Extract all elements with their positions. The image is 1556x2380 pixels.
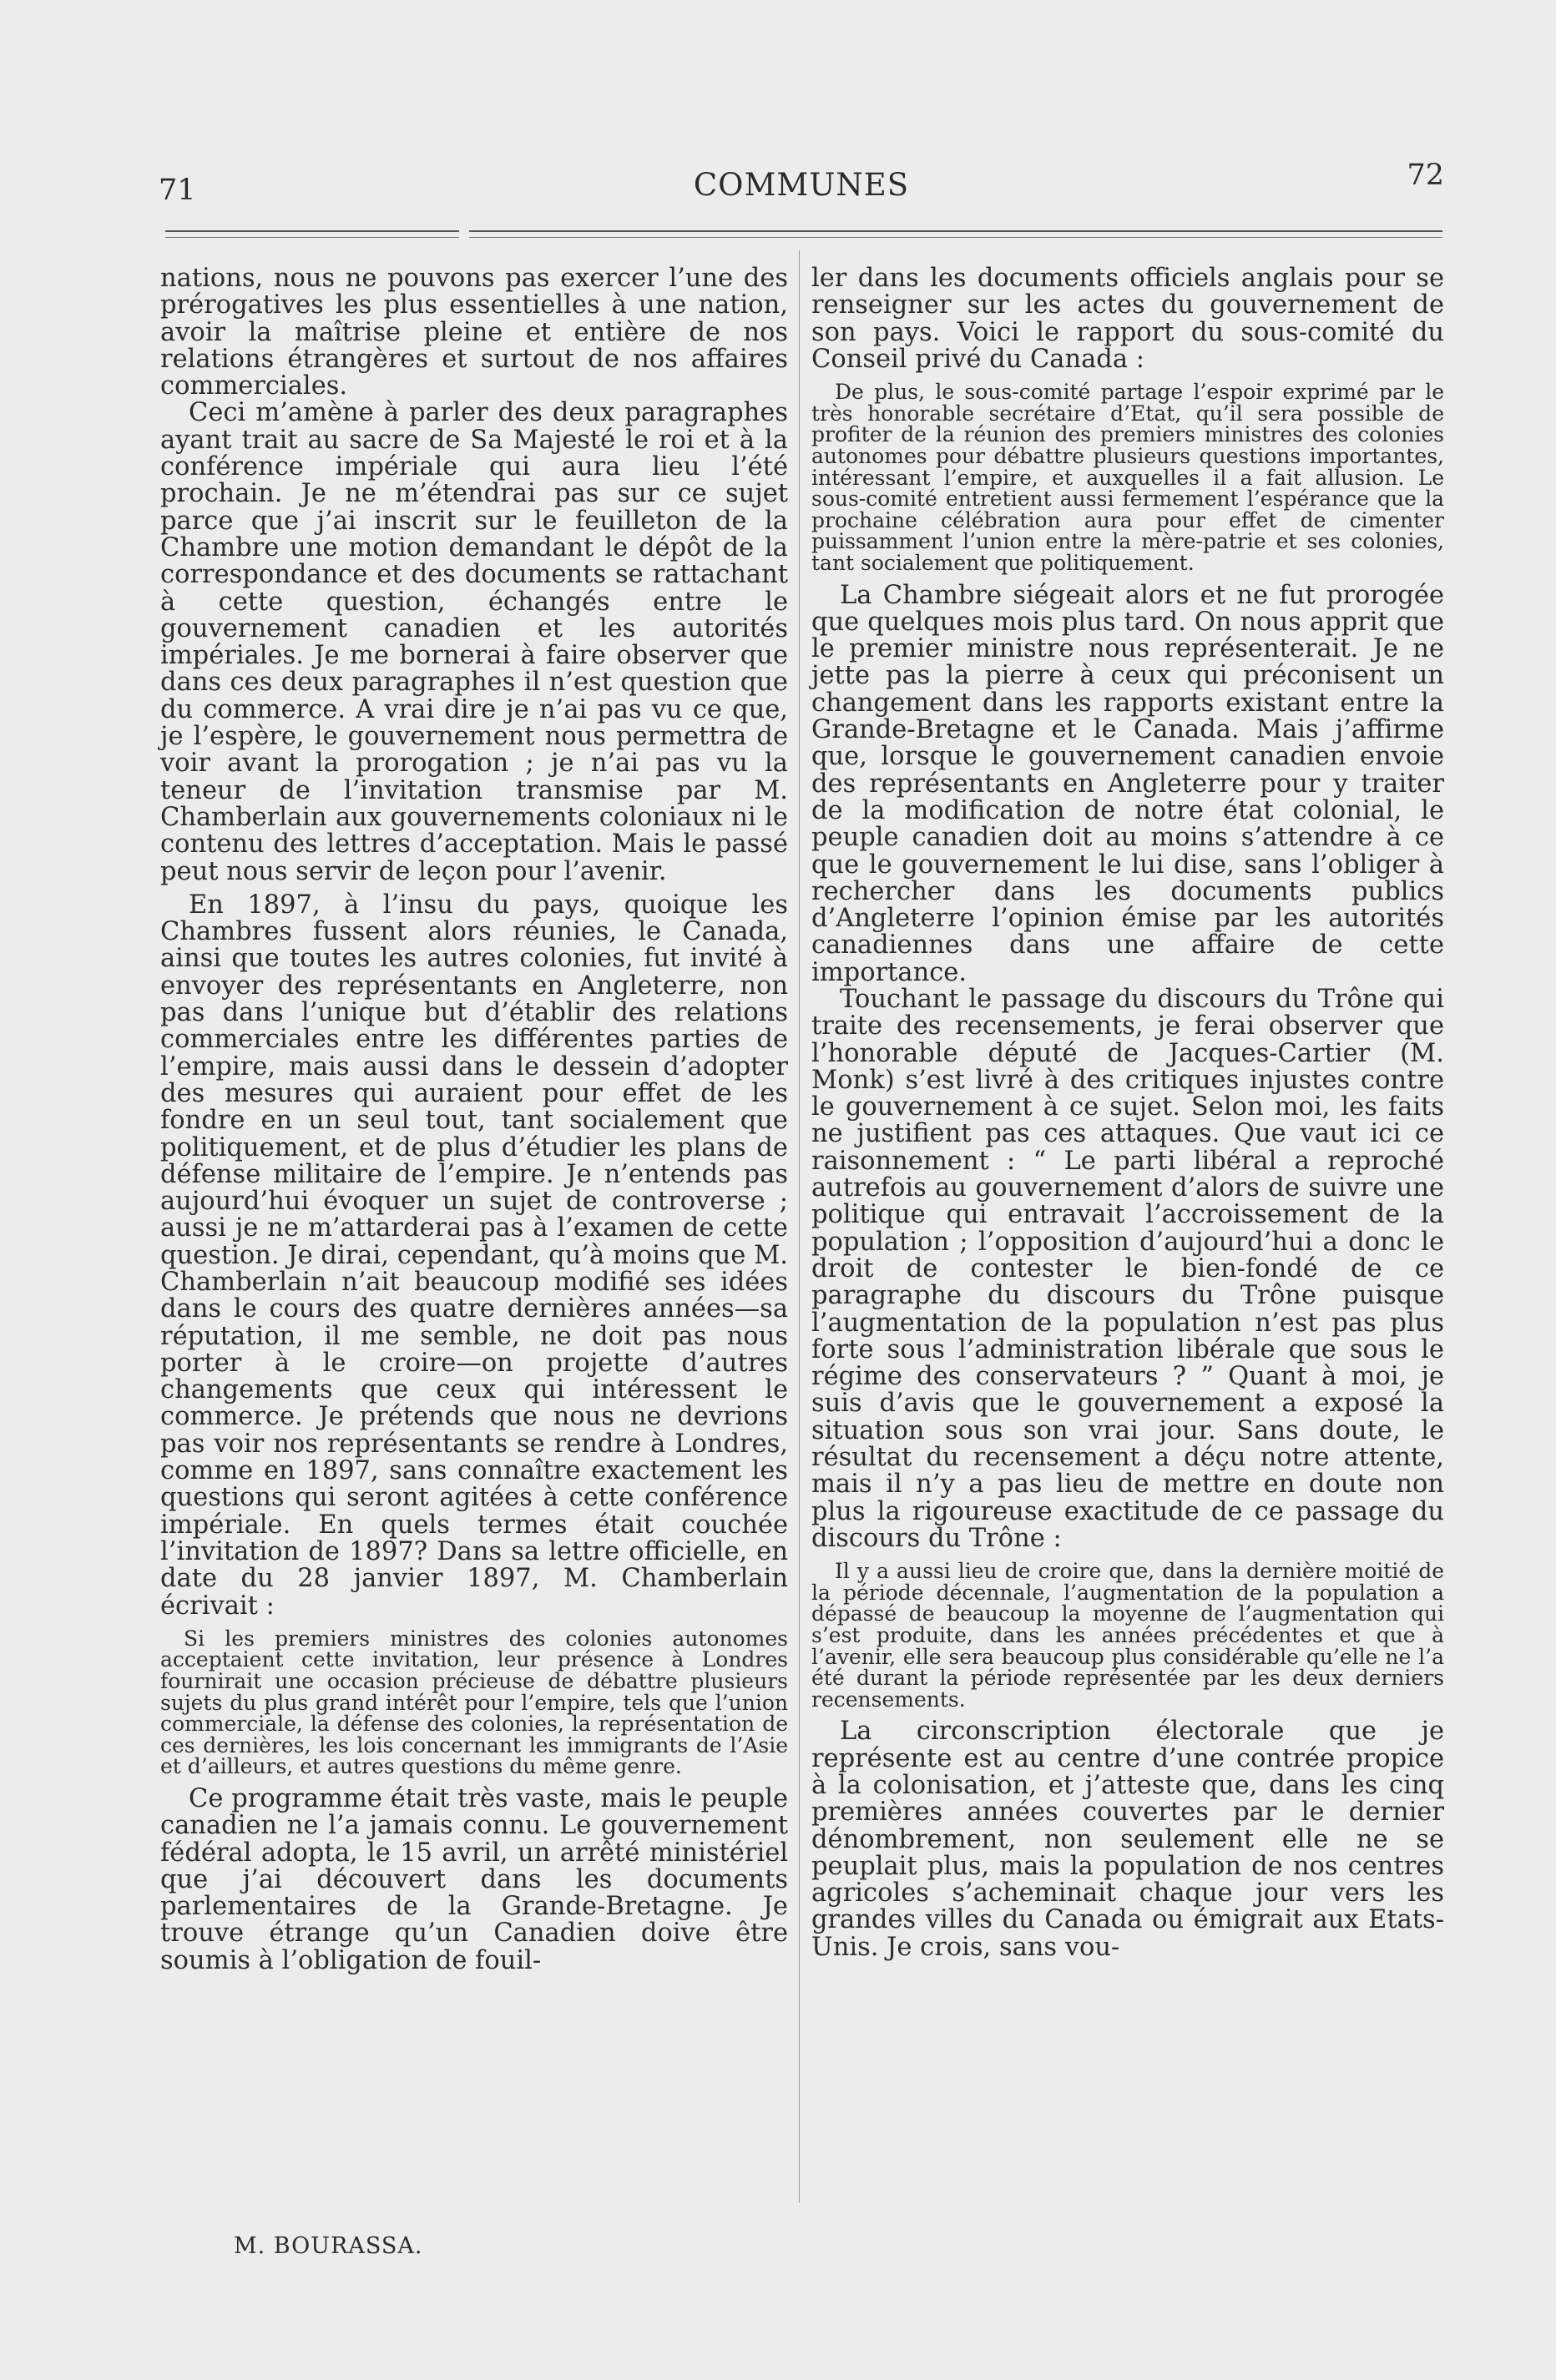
paragraph: La circonscription électorale que je représente est au centre d’une contrée propice à la colonisation, et j’atteste que, dans les cinq premières années couvertes par le dernier dénombrement, non seulement elle ne se peuplait plus, mais la population de nos centres agricoles s’acheminait chaque jour vers les grandes villes du Canada ou émigrait aux Etats-Unis. Je crois, sans vou- [811, 1717, 1444, 1962]
header-rule-left [165, 230, 459, 232]
header-rule-right-thin [469, 237, 1442, 238]
left-column [160, 265, 788, 1974]
page-number-right: 72 [1407, 159, 1444, 192]
paragraph: Ce programme était très vaste, mais le peuple canadien ne l’a jamais connu. Le gouvernement fédéral adopta, le 15 avril, un arrêté ministériel que j’ai découvert dans les documents parlementaires de la Grande-Bretagne. Je trouve étrange qu’un Canadien doive être soumis à l’obligation de fouil- [160, 1784, 788, 1975]
header-rule-right [469, 230, 1442, 232]
paragraph: Ceci m’amène à parler des deux paragraphes ayant trait au sacre de Sa Majesté le roi et à la conférence impériale qui aura lieu l’été prochain. Je ne m’étendrai pas sur ce sujet parce que j’ai inscrit sur le feuilleton de la Chambre une motion demandant le dépôt de la correspondance et des documents se rattachant à cette question, échangés entre le gouvernement canadien et les autorités impériales. Je me bornerai à faire observer que dans ces deux paragraphes il n’est question que du commerce. A vrai dire je n’ai pas vu ce que, je l’espère, le gouvernement nous permettra de voir avant la prorogation ; je n’ai pas vu la teneur de l’invitation transmise par M. Chamberlain aux gouvernements coloniaux ni le contenu des lettres d’acceptation. Mais le passé peut nous servir de leçon pour l’avenir. [160, 398, 788, 886]
column-divider [799, 250, 800, 2203]
paragraph: ler dans les documents officiels anglais pour se renseigner sur les actes du gouvernement de son pays. Voici le rapport du sous-comité du Conseil privé du Canada : [811, 264, 1444, 374]
paragraph: nations, nous ne pouvons pas exercer l’une des prérogatives les plus essentielles à une nation, avoir la maîtrise pleine et entière de nos relations étrangères et surtout de nos affaires commerciales. [160, 264, 788, 401]
block-quote: De plus, le sous-comité partage l’espoir exprimé par le très honorable secrétaire d’Etat, qu’il sera possible de profiter de la réunion des premiers ministres des colonies autonomes pour débattre plusieurs questions importantes, intéressant l’empire, et auxquelles il a fait allusion. Le sous-comité entretient aussi fermement l’espérance que la prochaine célébration aura pour effet de cimenter puissamment l’union entre la mère-patrie et ses colonies, tant socialement que politiquement. [811, 380, 1444, 575]
speaker-name: M. BOURASSA. [234, 2233, 423, 2259]
running-title: COMMUNES [693, 167, 910, 203]
paragraph: La Chambre siégeait alors et ne fut prorogée que quelques mois plus tard. On nous apprit que le premier ministre nous représenterait. Je ne jette pas la pierre à ceux qui préconisent un changement dans les rapports existant entre la Grande-Bretagne et le Canada. Mais j’affirme que, lorsque le gouvernement canadien envoie des représentants en Angleterre pour y traiter de la modification de notre état colonial, le peuple canadien doit au moins s’attendre à ce que le gouvernement le lui dise, sans l’obliger à rechercher dans les documents publics d’Angleterre l’opinion émise par les autorités canadiennes dans une affaire de cette importance. [811, 580, 1444, 987]
block-quote: Si les premiers ministres des colonies autonomes acceptaient cette invitation, leur présence à Londres fournirait une occasion précieuse de débattre plusieurs sujets du plus grand intérêt pour l’empire, tels que l’union commerciale, la défense des colonies, la représentation de ces dernières, les lois concernant les immigrants de l’Asie et d’ailleurs, et autres questions du même genre. [160, 1626, 788, 1779]
page-header [159, 159, 1444, 209]
page-number-left: 71 [159, 174, 196, 207]
block-quote: Il y a aussi lieu de croire que, dans la dernière moitié de la période décennale, l’augmentation de la population a dépassé de beaucoup la moyenne de l’augmentation qui s’est produite, dans les années précédentes et que à l’avenir, elle sera beaucoup plus considérable qu’elle ne l’a été durant la période représentée par les deux derniers recensements. [811, 1559, 1444, 1712]
header-rule-left-thin [165, 237, 459, 238]
paragraph: En 1897, à l’insu du pays, quoique les Chambres fussent alors réunies, le Canada, ainsi que toutes les autres colonies, fut invité à envoyer des représentants en Angleterre, non pas dans l’unique but d’établir des relations commerciales entre les différentes parties de l’empire, mais aussi dans le dessein d’adopter des mesures qui auraient pour effet de les fondre en un seul tout, tant socialement que politiquement, et de plus d’étudier les plans de défense militaire de l’empire. Je n’entends pas aujourd’hui évoquer un sujet de controverse ; aussi je ne m’attarderai pas à l’examen de cette question. Je dirai, cependant, qu’à moins que M. Chamberlain n’ait beaucoup modifié ses idées dans le cours des quatre dernières années—sa réputation, il me semble, ne doit pas nous porter à le croire—on projette d’autres changements que ceux qui intéressent le commerce. Je prétends que nous ne devrions pas voir nos représentants se rendre à Londres, comme en 1897, sans connaître exactement les questions qui seront agitées à cette conférence impériale. En quels termes était couchée l’invitation de 1897? Dans sa lettre officielle, en date du 28 janvier 1897, M. Chamberlain écrivait : [160, 890, 788, 1621]
right-column [811, 265, 1444, 1961]
paragraph: Touchant le passage du discours du Trône qui traite des recensements, je ferai observer que l’honorable député de Jacques-Cartier (M. Monk) s’est livré à des critiques injustes contre le gouvernement à ce sujet. Selon moi, les faits ne justifient pas ces attaques. Que vaut ici ce raisonnement : “ Le parti libéral a reproché autrefois au gouvernement d’alors de suivre une politique qui entravait l’accroissement de la population ; l’opposition d’aujourd’hui a donc le droit de contester le bien-fondé de ce paragraphe du discours du Trône puisque l’augmentation de la population n’est pas plus forte sous l’administration libérale que sous le régime des conservateurs ? ” Quant à moi, je suis d’avis que le gouvernement a exposé la situation sous son vrai jour. Sans doute, le résultat du recensement a déçu notre attente, mais il n’y a pas lieu de mettre en doute non plus la rigoureuse exactitude de ce passage du discours du Trône : [811, 984, 1444, 1553]
